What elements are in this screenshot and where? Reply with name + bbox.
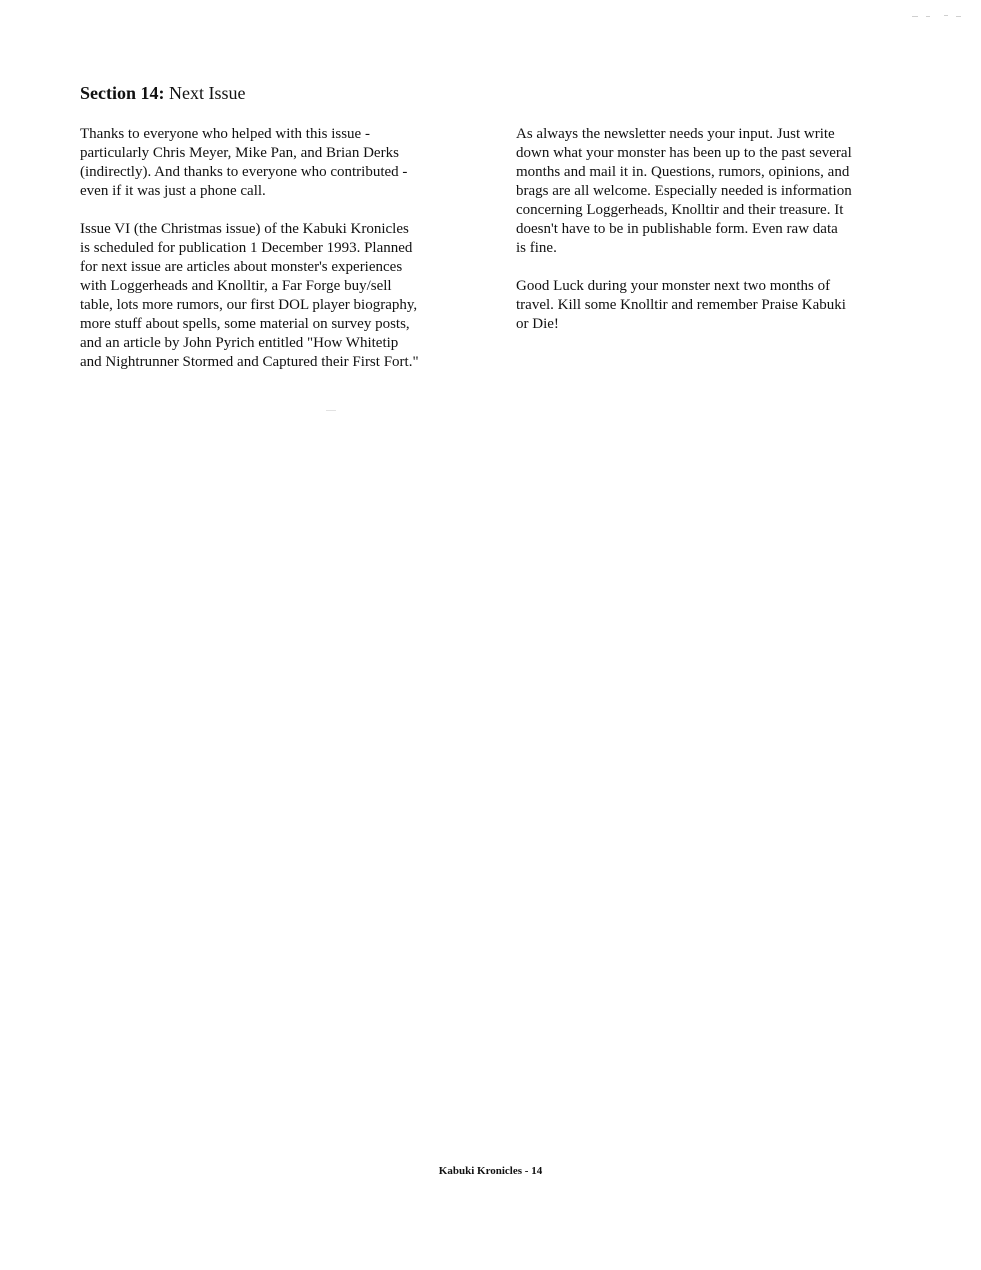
text-line: even if it was just a phone call. — [80, 183, 266, 199]
scan-artifact — [912, 16, 918, 17]
text-line: Issue VI (the Christmas issue) of the Kabuki Kronicles — [80, 221, 409, 237]
paragraph-input-request — [516, 125, 911, 258]
scan-artifact — [326, 410, 336, 411]
paragraph-good-luck — [516, 277, 911, 334]
text-line: with Loggerheads and Knolltir, a Far Forge buy/sell — [80, 278, 392, 294]
text-line: table, lots more rumors, our first DOL player biography, — [80, 297, 418, 313]
section-number: Section 14 — [80, 83, 159, 103]
text-line: or Die! — [516, 316, 559, 332]
text-line: doesn't have to be in publishable form. Even raw data — [516, 221, 838, 237]
left-column — [80, 125, 480, 372]
scan-artifact — [926, 16, 930, 17]
text-line: for next issue are articles about monster's experiences — [80, 259, 403, 275]
text-line: travel. Kill some Knolltir and remember Praise Kabuki — [516, 297, 846, 313]
page-footer: Kabuki Kronicles - 14 — [438, 1165, 543, 1177]
paragraph-spacer — [516, 258, 911, 277]
paragraph-next-issue — [80, 220, 480, 372]
right-column — [516, 125, 911, 334]
scan-artifact — [944, 15, 948, 16]
section-heading — [80, 82, 245, 104]
text-line: concerning Loggerheads, Knolltir and their treasure. It — [516, 202, 844, 218]
text-line: As always the newsletter needs your input. Just write — [516, 126, 835, 142]
text-line: is scheduled for publication 1 December 1993. Planned — [80, 240, 413, 256]
text-line: down what your monster has been up to the past several — [516, 145, 852, 161]
section-title: Next Issue — [169, 83, 246, 103]
text-line: brags are all welcome. Especially needed is information — [516, 183, 852, 199]
text-line: is fine. — [516, 240, 557, 256]
text-line: Good Luck during your monster next two months of — [516, 278, 831, 294]
text-line: and Nightrunner Stormed and Captured their First Fort." — [80, 354, 419, 370]
text-line: more stuff about spells, some material on survey posts, — [80, 316, 410, 332]
text-line: Thanks to everyone who helped with this issue - — [80, 126, 370, 142]
scan-artifact — [956, 16, 961, 17]
text-line: (indirectly). And thanks to everyone who contributed - — [80, 164, 408, 180]
text-line: particularly Chris Meyer, Mike Pan, and Brian Derks — [80, 145, 399, 161]
paragraph-thanks — [80, 125, 480, 201]
heading-separator: : — [158, 83, 169, 103]
paragraph-spacer — [80, 201, 480, 220]
text-line: and an article by John Pyrich entitled "How Whitetip — [80, 335, 399, 351]
text-line: months and mail it in. Questions, rumors, opinions, and — [516, 164, 850, 180]
